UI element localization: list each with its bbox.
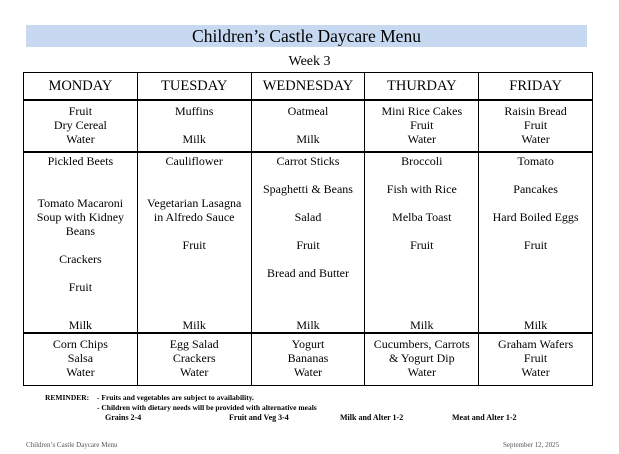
menu-item	[365, 224, 478, 238]
menu-item: Egg Salad	[169, 337, 219, 351]
menu-item: Tomato Macaroni	[37, 196, 124, 210]
breakfast-cell	[251, 100, 365, 152]
menu-item: Cauliflower	[165, 154, 223, 168]
snack-cell	[24, 333, 138, 386]
menu-item	[365, 196, 478, 210]
menu-item: Fruit	[410, 118, 434, 132]
menu-item	[24, 238, 137, 252]
menu-item	[252, 224, 365, 238]
menu-item: Fruit	[68, 104, 93, 118]
menu-item: Bananas	[287, 351, 329, 365]
day-header: WEDNESDAY	[251, 73, 365, 101]
food-group: Fruit and Veg 3-4	[229, 413, 289, 422]
day-header: MONDAY	[24, 73, 138, 101]
menu-table	[23, 72, 593, 386]
menu-item: Water	[66, 365, 95, 379]
breakfast-row	[24, 100, 593, 152]
lunch-row	[24, 152, 593, 333]
menu-item	[138, 168, 251, 182]
food-group: Milk and Alter 1-2	[340, 413, 404, 422]
menu-item: Fruit	[523, 351, 548, 365]
reminder-note	[45, 393, 317, 413]
menu-item: Water	[293, 365, 323, 379]
menu-item: Milk	[182, 132, 206, 146]
menu-item: & Yogurt Dip	[388, 351, 455, 365]
menu-item	[24, 168, 137, 182]
menu-item: Muffins	[174, 104, 214, 118]
breakfast-cell	[365, 100, 479, 152]
menu-item	[479, 168, 592, 182]
menu-item	[479, 224, 592, 238]
menu-item: Soup with Kidney	[36, 210, 125, 224]
menu-item	[252, 196, 365, 210]
footer-date: September 12, 2025	[503, 441, 560, 449]
menu-item	[365, 168, 478, 182]
menu-item: Pancakes	[513, 182, 558, 196]
lunch-milk: Milk	[182, 318, 206, 332]
menu-item: Fruit	[68, 280, 93, 294]
menu-item	[138, 182, 251, 196]
menu-item: Water	[407, 365, 436, 379]
menu-item: Crackers	[59, 252, 102, 266]
lunch-milk: Milk	[523, 318, 548, 332]
menu-item: Crackers	[172, 351, 216, 365]
breakfast-cell	[137, 100, 251, 152]
menu-item: Spaghetti & Beans	[262, 182, 353, 196]
snack-cell	[251, 333, 365, 386]
lunch-cell	[365, 152, 479, 333]
menu-item	[252, 252, 365, 266]
menu-item: Vegetarian Lasagna	[147, 196, 242, 210]
menu-item: Fruit	[182, 238, 206, 252]
menu-item	[138, 118, 251, 132]
food-group: Meat and Alter 1-2	[452, 413, 517, 422]
reminder-line: - Fruits and vegetables are subject to availability.	[97, 393, 254, 402]
lunch-milk: Milk	[296, 318, 320, 332]
menu-item: Corn Chips	[52, 337, 108, 351]
food-group: Grains 2-4	[105, 413, 142, 422]
menu-item: Yogurt	[291, 337, 325, 351]
breakfast-cell	[24, 100, 138, 152]
menu-item: Raisin Bread	[504, 104, 567, 118]
day-header-row	[24, 73, 593, 101]
lunch-milk: Milk	[410, 318, 434, 332]
menu-item: Fruit	[523, 238, 548, 252]
menu-item: Broccoli	[401, 154, 443, 168]
lunch-milk: Milk	[68, 318, 93, 332]
snack-cell	[137, 333, 251, 386]
menu-item: Beans	[65, 224, 96, 238]
menu-item: Fish with Rice	[386, 182, 457, 196]
menu-item: Salsa	[67, 351, 94, 365]
menu-item: Cucumbers, Carrots	[373, 337, 470, 351]
menu-item: Salad	[294, 210, 322, 224]
menu-item	[138, 224, 251, 238]
menu-item	[252, 118, 365, 132]
day-header: FRIDAY	[479, 73, 593, 101]
menu-item: Oatmeal	[287, 104, 329, 118]
menu-item: Water	[521, 132, 550, 146]
menu-item: Graham Wafers	[498, 337, 574, 351]
day-header: TUESDAY	[137, 73, 251, 101]
lunch-cell	[137, 152, 251, 333]
week-label: Week 3	[288, 54, 331, 69]
menu-item: Water	[180, 365, 209, 379]
menu-item: Tomato	[517, 154, 554, 168]
menu-item	[252, 168, 365, 182]
reminder-label: REMINDER:	[45, 393, 90, 402]
menu-item: Fruit	[523, 118, 548, 132]
menu-item: Fruit	[410, 238, 434, 252]
menu-item	[24, 266, 137, 280]
menu-item: Water	[66, 132, 95, 146]
menu-item: Water	[521, 365, 550, 379]
day-header: THURDAY	[365, 73, 479, 101]
menu-item: Pickled Beets	[47, 154, 114, 168]
snack-cell	[365, 333, 479, 386]
snack-row	[24, 333, 593, 386]
menu-item	[24, 182, 137, 196]
lunch-cell	[479, 152, 593, 333]
menu-title: Children’s Castle Daycare Menu	[26, 25, 587, 47]
lunch-cell	[24, 152, 138, 333]
menu-item: Milk	[296, 132, 320, 146]
footer-title: Children’s Castle Daycare Menu	[26, 441, 118, 449]
menu-item: Dry Cereal	[53, 118, 107, 132]
menu-item: Mini Rice Cakes	[381, 104, 463, 118]
menu-item	[479, 196, 592, 210]
snack-cell	[479, 333, 593, 386]
menu-item: Water	[407, 132, 436, 146]
menu-item: Hard Boiled Eggs	[492, 210, 579, 224]
menu-item: Bread and Butter	[267, 266, 349, 280]
breakfast-cell	[479, 100, 593, 152]
menu-item: Carrot Sticks	[276, 154, 340, 168]
reminder-line: - Children with dietary needs will be provided with alternative meals	[97, 403, 317, 412]
lunch-cell	[251, 152, 365, 333]
menu-item: Melba Toast	[392, 210, 452, 224]
menu-item: in Alfredo Sauce	[153, 210, 235, 224]
menu-item: Fruit	[296, 238, 320, 252]
